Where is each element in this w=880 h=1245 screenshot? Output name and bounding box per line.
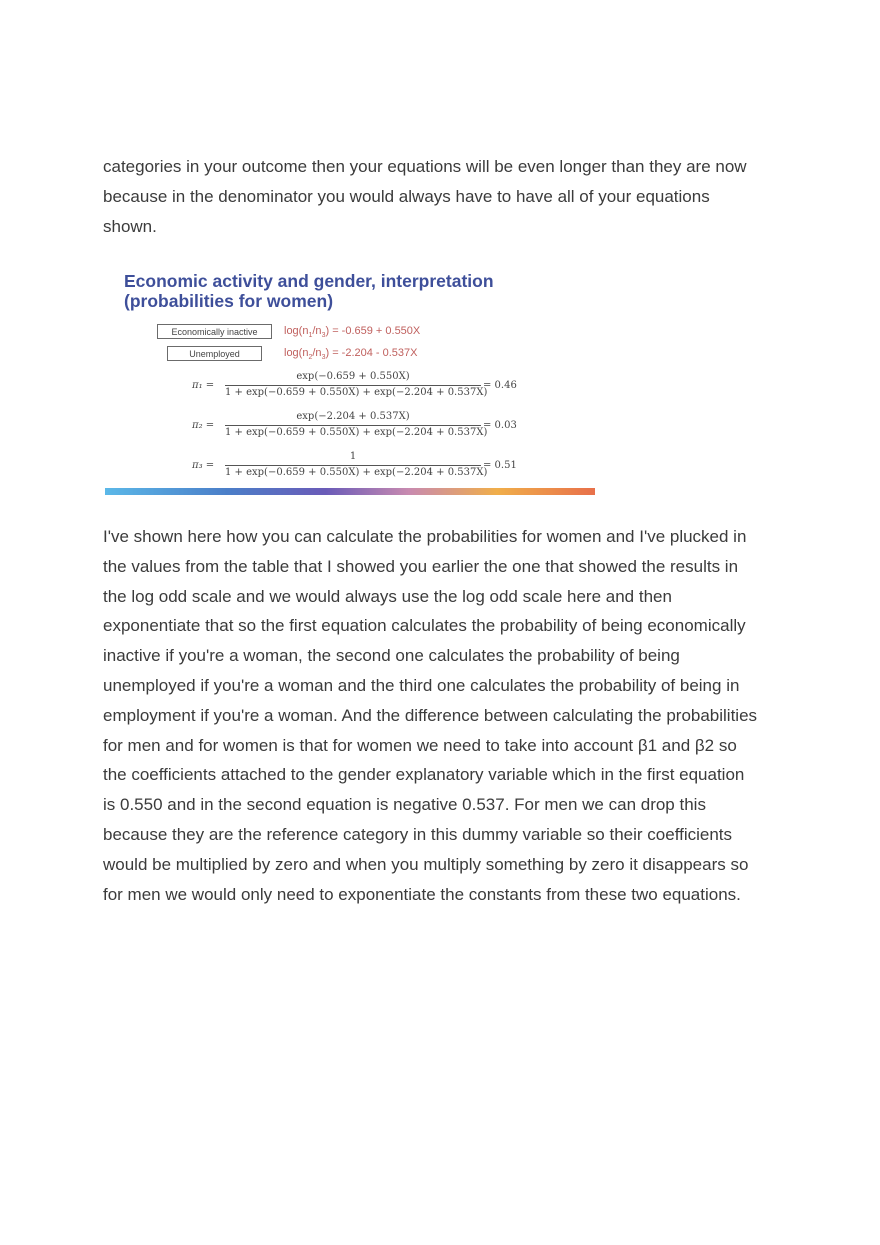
log-equation-2: $\log(n_2/n_3) = -2.204 - 0.537X$	[284, 347, 418, 362]
log-equation-1: $\log(n_1/n_3) = -0.659 + 0.550X$	[284, 325, 421, 340]
slide-title: Economic activity and gender, interpretation (probabilities for women)	[124, 271, 494, 311]
gradient-bar	[105, 488, 595, 495]
slide-figure: Economic activity and gender, interpretation (probabilities for women) Economically inactive $\log(n_1/n_3) = -0.659 + 0.550X$ Unemployed $\log(n_2/n_3) = -2.204 - 0.537X$ π₁ = exp(−0.659 + 0.550X) 1 + exp(−0.659 + 0.550X) + exp(−2.204 + 0.537X) = 0.46 π₂ = exp(−2.204 + 0.537X) 1 + exp(−0.659 + 0.550X) + exp(−2.204 + 0.537X) = 0.03 π₃ = 1 1 + exp(−0.659 + 0.550X) + exp(−2.204 + 0.537X) = 0.51	[104, 264, 596, 497]
label-box-economically-inactive: Economically inactive	[157, 324, 272, 339]
fraction-bar	[225, 465, 481, 466]
main-paragraph: I've shown here how you can calculate the probabilities for women and I've plucked in the values from the table that I showed you earlier the one that showed the results in the log odd scale and we would always use the log odd scale here and then exponentiate that so the first equation calculates the probability of being economically inactive if you're a woman, the second one calculates the probability of being unemployed if you're a woman and the third one calculates the probability of being in employment if you're a woman. And the difference between calculating the probabilities for men and for women is that for women we need to take into account β1 and β2 so the coefficients attached to the gender explanatory variable which in the first equation is 0.550 and in the second equation is negative 0.537. For men we can drop this because they are the reference category in this dummy variable so their coefficients would be multiplied by zero and when you multiply something by zero it disappears so for men we would only need to exponentiate the constants from these two equations.	[103, 527, 758, 904]
label-box-unemployed: Unemployed	[167, 346, 262, 361]
intro-paragraph: categories in your outcome then your equations will be even longer than they are now because in the denominator you would always have to have all of your equations shown.	[103, 157, 747, 236]
fraction-bar	[225, 425, 481, 426]
fraction-bar	[225, 385, 481, 386]
